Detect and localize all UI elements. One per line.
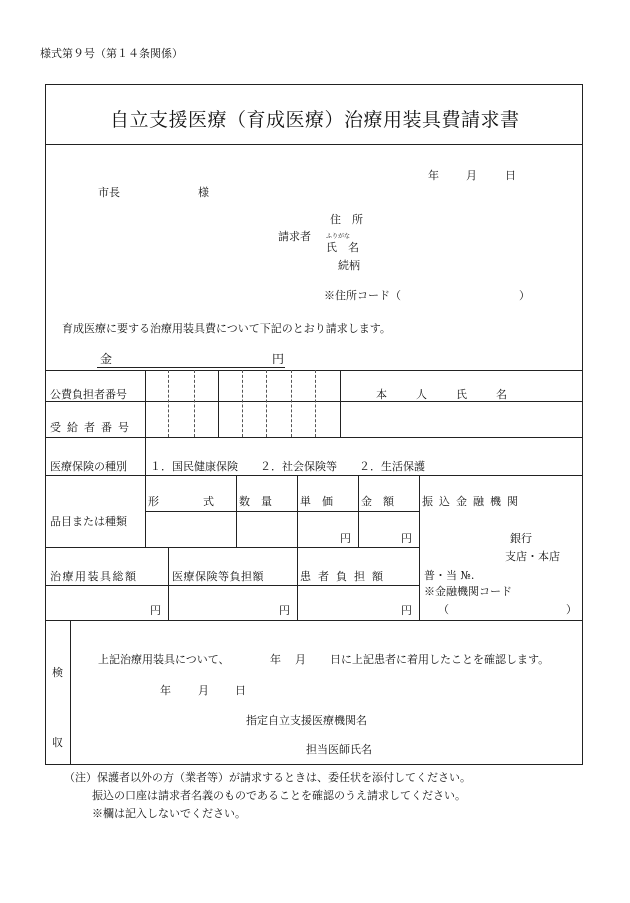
- total-yen: 円: [150, 604, 161, 617]
- amount-kin: 金: [100, 352, 113, 366]
- header-unit-price: 単 価: [300, 495, 333, 508]
- note-line: 振込の口座は請求者名義のものであることを確認のうえ請求してください。: [92, 789, 466, 802]
- date-month: 月: [466, 169, 477, 182]
- items-header-line: [145, 511, 419, 512]
- bank-code-label: ※金融機関コード: [424, 585, 512, 598]
- confirm-suffix: 日に上記患者に着用したことを確認します。: [330, 653, 550, 666]
- inspection-col-divider: [70, 620, 71, 765]
- insurance-type-label: 医療保険の種別: [50, 460, 127, 473]
- addressee-sama: 様: [198, 186, 209, 199]
- number-cell-divider: [266, 370, 267, 437]
- totals-header-line: [45, 585, 419, 586]
- row-line-public-burden: [45, 370, 583, 371]
- number-cell-divider: [291, 370, 292, 437]
- title-divider: [45, 144, 583, 145]
- addressee-mayor: 市長: [98, 186, 120, 199]
- row-line-inspection: [45, 620, 583, 621]
- inspection-shu: 収: [52, 736, 63, 749]
- number-cell-divider: [168, 370, 169, 437]
- row-line-totals: [45, 547, 419, 548]
- unit-price-yen: 円: [340, 532, 351, 545]
- row-line-items: [45, 475, 583, 476]
- number-col-left: [145, 370, 146, 437]
- number-cell-divider: [242, 370, 243, 437]
- confirm-prefix: 上記治療用装具について、: [98, 653, 230, 666]
- number-col-right: [340, 370, 341, 437]
- requester-relation-label: 続柄: [338, 259, 360, 272]
- header-transfer-bank: 振込金融機関: [422, 495, 524, 508]
- inspection-ken: 検: [52, 666, 63, 679]
- confirm-month: 月: [295, 653, 306, 666]
- patient-burden-label: 患者負担額: [300, 570, 390, 583]
- number-cell-divider: [194, 370, 195, 437]
- number-cell-divider: [218, 370, 219, 437]
- form-title: 自立支援医療（育成医療）治療用装具費請求書: [110, 109, 520, 131]
- form-number-label: 様式第９号（第１４条関係）: [40, 47, 183, 60]
- date-year: 年: [428, 169, 439, 182]
- insurance-burden-yen: 円: [279, 604, 290, 617]
- item-or-type-label: 品目または種類: [50, 515, 127, 528]
- bank-code-open: （: [438, 603, 449, 616]
- requester-address-label: 住 所: [330, 213, 363, 226]
- insurance-col-divider: [145, 437, 146, 475]
- note-line: （注）保護者以外の方（業者等）が請求するときは、委任状を添付してください。: [64, 771, 471, 784]
- person-name-label: 本 人 氏 名: [376, 388, 516, 401]
- items-col-amount: [419, 475, 420, 620]
- inspection-month: 月: [198, 684, 209, 697]
- total-label: 治療用装具総額: [50, 570, 138, 583]
- branch-label: 支店・本店: [505, 550, 560, 563]
- address-code-open: ※住所コード（: [324, 289, 401, 302]
- doctor-label: 担当医師氏名: [306, 743, 372, 756]
- confirm-year: 年: [270, 653, 281, 666]
- number-cell-divider: [315, 370, 316, 437]
- insurance-burden-label: 医療保険等負担額: [172, 570, 264, 583]
- date-day: 日: [505, 169, 516, 182]
- amount-underline: [97, 367, 285, 368]
- amount-yen: 円: [401, 532, 412, 545]
- account-type-label: 普・当 №.: [424, 569, 475, 582]
- header-amount: 金 額: [361, 495, 394, 508]
- recipient-number-label: 受給者番号: [50, 421, 135, 434]
- header-quantity: 数 量: [239, 495, 272, 508]
- institution-label: 指定自立支援医療機関名: [246, 714, 367, 727]
- patient-burden-yen: 円: [401, 604, 412, 617]
- bank-label: 銀行: [510, 532, 532, 545]
- note-line: ※欄は記入しないでください。: [92, 807, 246, 820]
- public-burden-number-label: 公費負担者番号: [50, 388, 127, 401]
- requester-name-label: 氏 名: [326, 241, 359, 254]
- row-line-recipient: [45, 401, 583, 402]
- inspection-day: 日: [235, 684, 246, 697]
- inspection-year: 年: [160, 684, 171, 697]
- requester-furigana-label: ふりがな: [326, 233, 351, 240]
- header-form: 形 式: [148, 495, 214, 508]
- address-code-close: ）: [519, 289, 530, 302]
- requester-label: 請求者: [278, 230, 311, 243]
- amount-en: 円: [272, 352, 285, 366]
- row-line-insurance: [45, 437, 583, 438]
- totals-col-1: [168, 547, 169, 620]
- request-statement: 育成医療に要する治療用装具費について下記のとおり請求します。: [62, 322, 391, 335]
- insurance-options: １．国民健康保険 ２．社会保険等 ２．生活保護: [150, 460, 425, 473]
- bank-code-close: ）: [566, 603, 577, 616]
